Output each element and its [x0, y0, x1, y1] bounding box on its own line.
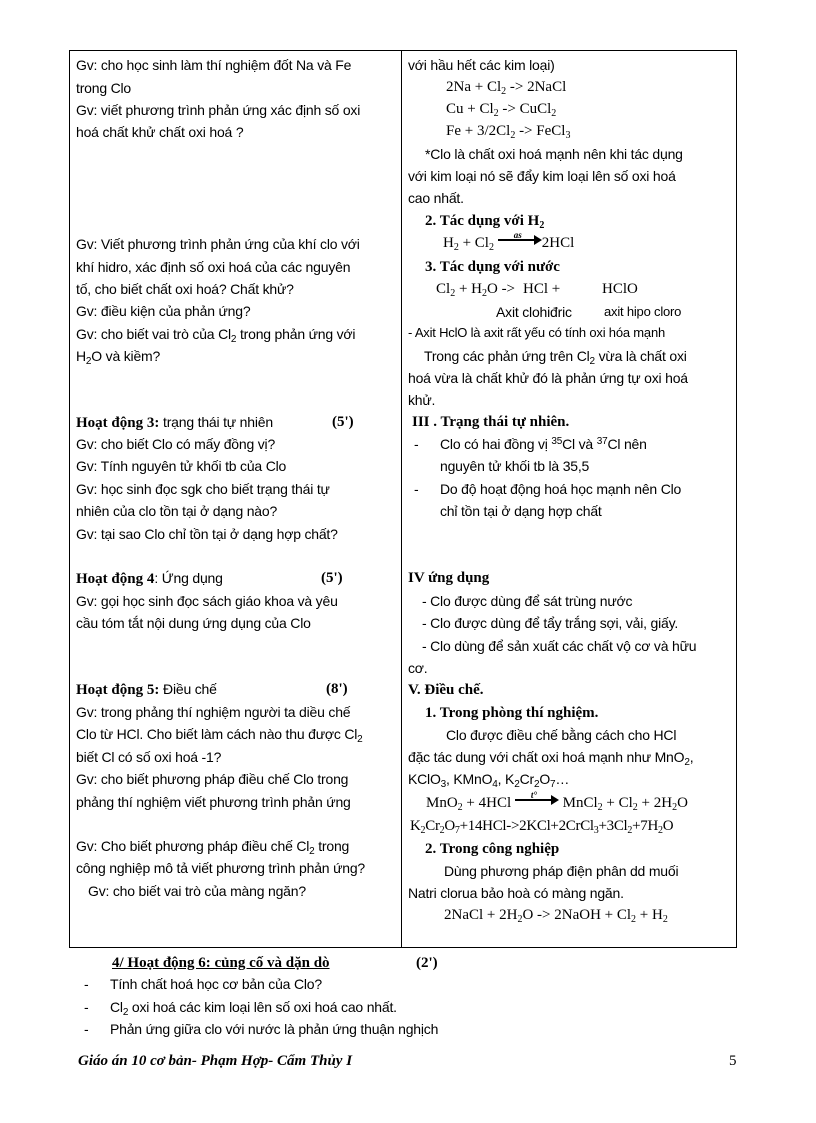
left-text: Gv: cho biết vai trò của $Cl_2$ trong phản ứng với: [76, 326, 356, 345]
left-text: công nghiệp mô tả viết phương trình phản ứng?: [76, 860, 366, 876]
equation: $H_2 + Cl_2$ as 2HCl: [443, 230, 575, 253]
right-text: cơ.: [408, 660, 428, 676]
activity-3-heading: Hoạt động 3: trạng thái tự nhiên (5'): [76, 414, 354, 431]
footer-text: Giáo án 10 cơ bản- Phạm Hợp- Cẩm Thủy I: [78, 1053, 353, 1069]
right-text: với kim loại nó sẽ đẩy kim loại lên số oxi hoá: [408, 168, 676, 184]
reaction-arrow: t°: [515, 795, 559, 805]
right-text: nguyên tử khối tb là 35,5: [440, 458, 590, 474]
lesson-table: [69, 50, 737, 948]
page-number: 5: [729, 1053, 737, 1069]
right-text: khử.: [408, 392, 436, 408]
summary-item: Tính chất hoá học cơ bản của Clo?: [110, 976, 322, 992]
left-text: Gv: học sinh đọc sgk cho biết trạng thái tự: [76, 481, 330, 497]
summary-item: $Cl_2$ oxi hoá các kim loại lên số oxi hoá cao nhất.: [110, 999, 397, 1018]
section-heading: IV ứng dụng: [408, 570, 490, 586]
activity-4-heading: Hoạt động 4: Ứng dụng (5'): [76, 570, 343, 587]
equation: $K_2Cr_2O_7+14HCl->2KCl+2CrCl_3+3Cl_2+7H_2O$: [410, 818, 674, 836]
left-text: Gv: cho học sinh làm thí nghiệm đốt Na và Fe: [76, 57, 352, 73]
section-heading: 2. Trong công nghiệp: [425, 841, 560, 857]
right-text: - Axit HclO là axit rất yếu có tính oxi hóa mạnh: [408, 325, 666, 340]
left-text: trong Clo: [76, 80, 132, 96]
right-text: cao nhất.: [408, 190, 464, 206]
reaction-arrow: as: [498, 235, 542, 245]
right-text: KClO$_3$, KMnO$_4$, $K_2Cr_2O_7\dots$: [408, 771, 570, 790]
acid-name: Axit clohiđric: [496, 304, 572, 320]
equation: $2Na + Cl_2$ -> 2NaCl: [446, 79, 567, 97]
left-text: khí hidro, xác định số oxi hoá của các nguyên: [76, 259, 351, 275]
right-text: Natri clorua bảo hoà có màng ngăn.: [408, 885, 624, 901]
column-divider: [401, 51, 402, 947]
right-text: *Clo là chất oxi hoá mạnh nên khi tác dụng: [425, 146, 683, 162]
left-text: hoá chất khử chất oxi hoá ?: [76, 124, 244, 140]
right-text: - Clo dùng để sản xuất các chất vộ cơ và hữu: [422, 638, 697, 654]
equation: $Cl_2 + H_2O$ -> HCl + HClO: [436, 281, 638, 299]
activity-6-time: (2'): [416, 955, 438, 971]
right-text: Do độ hoạt động hoá học mạnh nên Clo: [440, 481, 682, 497]
list-dash: -: [414, 481, 419, 497]
activity-5-heading: Hoạt động 5: Điều chế (8'): [76, 681, 348, 698]
list-dash: -: [414, 436, 419, 452]
left-text: tố, cho biết chất oxi hoá? Chất khử?: [76, 281, 294, 297]
left-text: Gv: cho biết phương pháp điều chế Clo trong: [76, 771, 349, 787]
left-text: Gv: Tính nguyên tử khối tb của Clo: [76, 458, 287, 474]
equation: 2NaCl + $2H_2O$ -> 2NaOH + $Cl_2 + H_2$: [444, 907, 668, 925]
left-text: Gv: gọi học sinh đọc sách giáo khoa và yêu: [76, 593, 338, 609]
left-text: Gv: cho biết vai trò của màng ngăn?: [88, 883, 306, 899]
left-text: nhiên của clo tồn tại ở dạng nào?: [76, 503, 278, 519]
right-text: Clo được điều chế bằng cách cho HCl: [446, 727, 677, 743]
right-text: - Clo được dùng để sát trùng nước: [422, 593, 633, 609]
left-text: $H_2O$ và kiềm?: [76, 348, 161, 367]
right-text: chỉ tồn tại ở dạng hợp chất: [440, 503, 602, 519]
summary-item: Phản ứng giữa clo với nước là phản ứng thuận nghịch: [110, 1021, 439, 1037]
right-text: với hầu hết các kim loại): [408, 57, 555, 73]
right-text: hoá vừa là chất khử đó là phản ứng tự oxi hoá: [408, 370, 688, 386]
left-text: Gv: Cho biết phương pháp điều chế $Cl_2$ trong: [76, 838, 350, 857]
left-text: Gv: tại sao Clo chỉ tồn tại ở dạng hợp chất?: [76, 526, 338, 542]
acid-name: axit hipo cloro: [604, 304, 682, 319]
left-text: Gv: Viết phương trình phản ứng của khí clo với: [76, 236, 360, 252]
left-text: Gv: viết phương trình phản ứng xác định số oxi: [76, 102, 361, 118]
section-heading: 2. Tác dụng với $H_2$: [425, 213, 545, 231]
right-text: đặc tác dung với chất oxi hoá mạnh như MnO$_2$,: [408, 749, 694, 768]
left-text: cầu tóm tắt nội dung ứng dụng của Clo: [76, 615, 311, 631]
list-dash: -: [84, 999, 89, 1015]
equation: $Cu + Cl_2$ -> CuCl$_2$: [446, 101, 557, 119]
right-text: - Clo được dùng để tẩy trắng sợi, vải, giấy.: [422, 615, 679, 631]
right-text: Dùng phương pháp điện phân dd muối: [444, 863, 679, 879]
left-text: Gv: cho biết Clo có mấy đồng vị?: [76, 436, 276, 452]
left-text: Gv: trong phảng thí nghiệm người ta diều chế: [76, 704, 351, 720]
section-heading: 1. Trong phòng thí nghiệm.: [425, 705, 599, 721]
activity-6-heading: 4/ Hoạt động 6: củng cố và dặn dò: [112, 955, 330, 971]
list-dash: -: [84, 976, 89, 992]
right-text: Clo có hai đồng vị $^{35}$Cl và $^{37}$Cl nên: [440, 436, 647, 452]
right-text: Trong các phản ứng trên $Cl_2$ vừa là chất oxi: [424, 348, 687, 367]
section-heading: III . Trạng thái tự nhiên.: [412, 414, 570, 430]
left-text: biết Cl có số oxi hoá -1?: [76, 749, 222, 765]
section-heading: 3. Tác dụng với nước: [425, 259, 560, 275]
equation: $Fe + 3/2Cl_2$ -> FeCl$_3$: [446, 123, 571, 141]
left-text: Clo từ HCl. Cho biết làm cách nào thu được $Cl_2$: [76, 726, 363, 745]
section-heading: V. Điều chế.: [408, 682, 484, 698]
equation: MnO$_2$ + 4HCl t° MnCl$_2$ + $Cl_2 + 2H_2O$: [426, 790, 688, 813]
list-dash: -: [84, 1021, 89, 1037]
left-text: Gv: điều kiện của phản ứng?: [76, 303, 251, 319]
left-text: phảng thí nghiệm viết phương trình phản ứng: [76, 794, 351, 810]
